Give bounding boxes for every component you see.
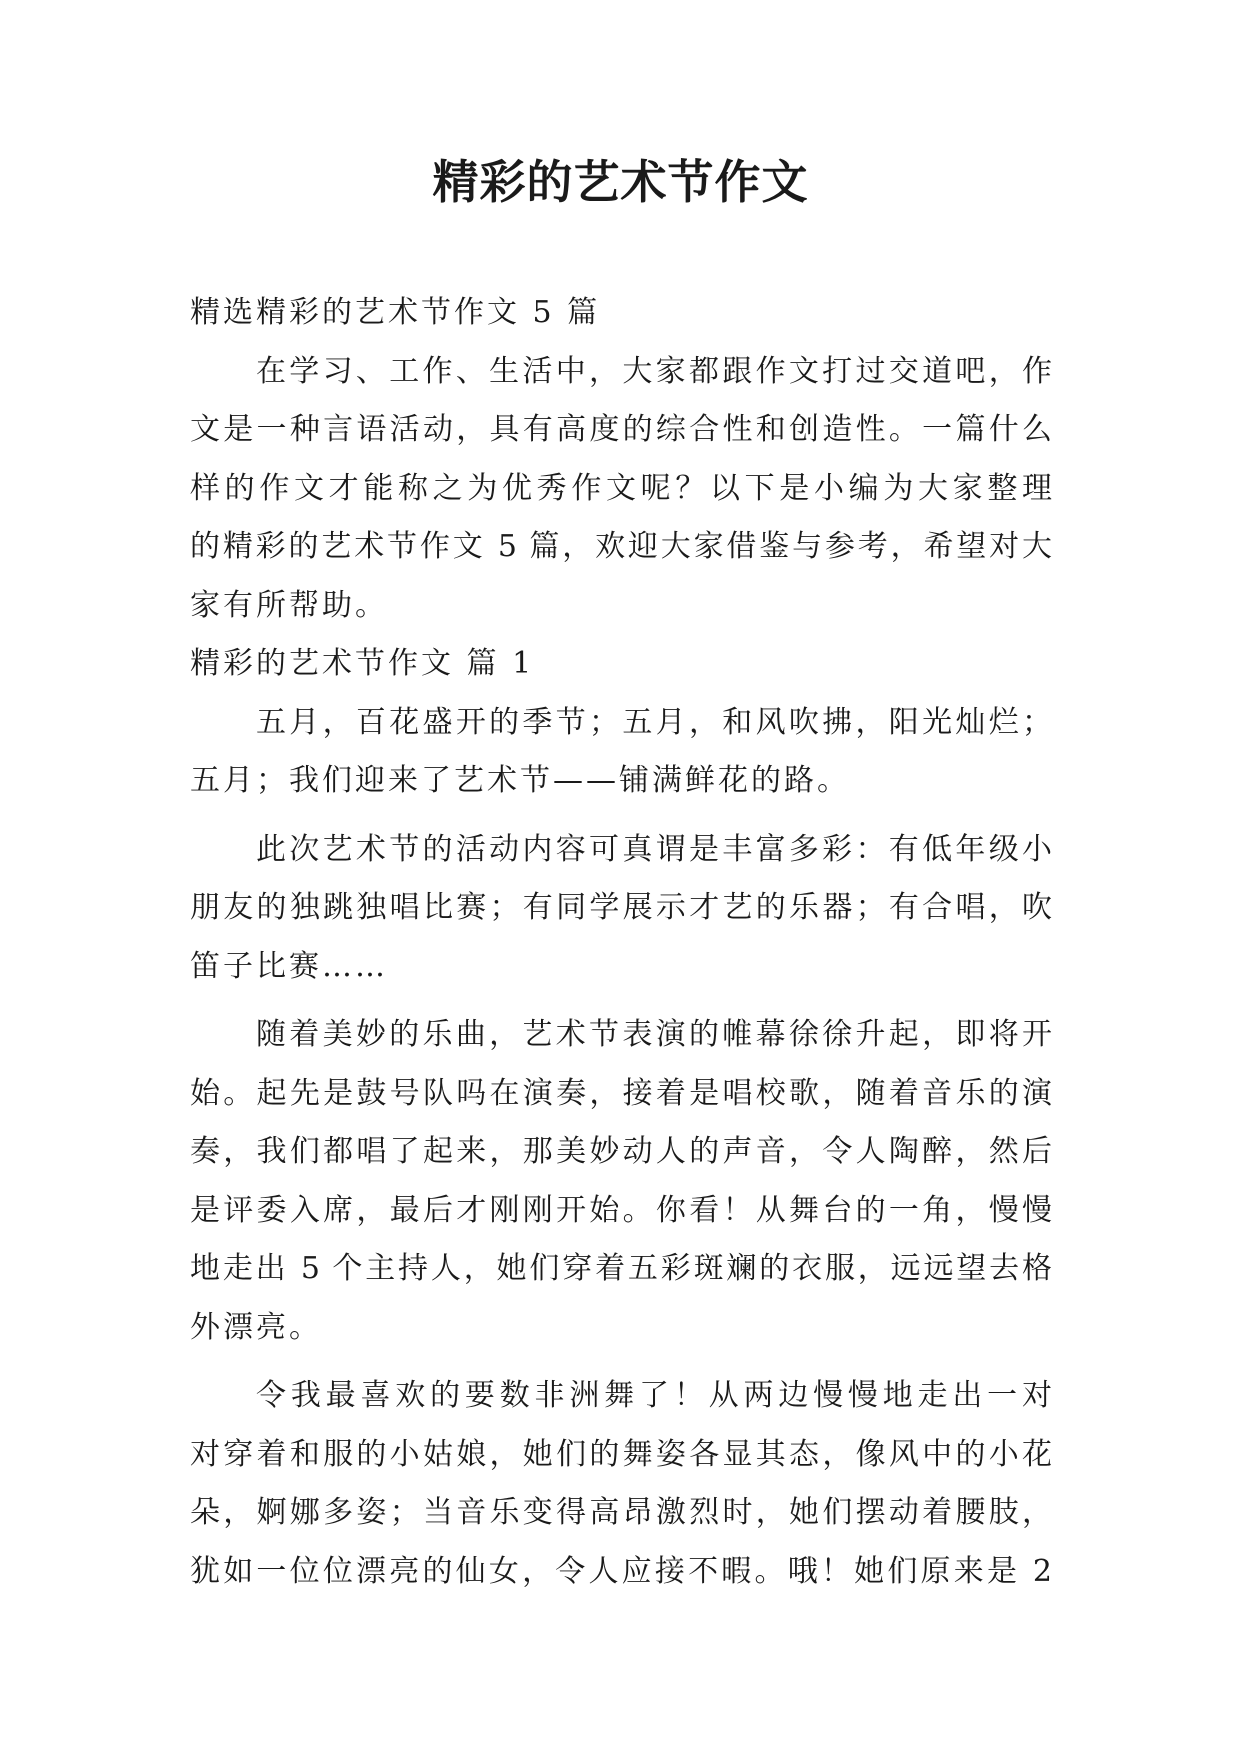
paragraph-line: 对穿着和服的小姑娘，她们的舞姿各显其态，像风中的小花	[190, 1436, 1052, 1472]
paragraph-2	[190, 821, 1052, 997]
subtitle-line: 精选精彩的艺术节作文 5 篇	[190, 295, 601, 330]
paragraph-line: 地走出 5 个主持人，她们穿着五彩斑斓的衣服，远远望去格	[190, 1251, 1052, 1286]
paragraph-line: 样的作文才能称之为优秀作文呢？以下是小编为大家整理	[190, 470, 1052, 506]
paragraph-line: 随着美妙的乐曲，艺术节表演的帷幕徐徐升起，即将开	[256, 1017, 1052, 1052]
section-heading: 精彩的艺术节作文 篇 1	[190, 646, 535, 681]
document-title: 精彩的艺术节作文	[432, 155, 809, 209]
document-body	[190, 284, 1052, 1601]
paragraph-line: 在学习、工作、生活中，大家都跟作文打过交道吧，作	[256, 353, 1052, 389]
paragraph-line: 是评委入席，最后才刚刚开始。你看！从舞台的一角，慢慢	[190, 1192, 1052, 1228]
paragraph-line: 始。起先是鼓号队吗在演奏，接着是唱校歌，随着音乐的演	[190, 1075, 1052, 1111]
paragraph-line: 家有所帮助。	[190, 587, 388, 623]
paragraph-line: 外漂亮。	[190, 1309, 322, 1345]
paragraph-line: 五月，百花盛开的季节；五月，和风吹拂，阳光灿烂；	[256, 704, 1052, 740]
paragraph-line: 笛子比赛……	[190, 948, 388, 984]
paragraph-line: 朵，婀娜多姿；当音乐变得高昂激烈时，她们摆动着腰肢，	[190, 1495, 1052, 1530]
paragraph-line: 文是一种言语活动，具有高度的综合性和创造性。一篇什么	[190, 412, 1052, 447]
paragraph-4	[190, 1367, 1052, 1601]
paragraph-3	[190, 1006, 1052, 1357]
paragraph-line: 朋友的独跳独唱比赛；有同学展示才艺的乐器；有合唱，吹	[190, 890, 1052, 925]
paragraph-line: 五月；我们迎来了艺术节——铺满鲜花的路。	[190, 763, 850, 798]
paragraph-line: 的精彩的艺术节作文 5 篇，欢迎大家借鉴与参考，希望对大	[190, 529, 1052, 564]
paragraph-line: 犹如一位位漂亮的仙女，令人应接不暇。哦！她们原来是 2	[190, 1553, 1052, 1589]
paragraph-line: 此次艺术节的活动内容可真谓是丰富多彩：有低年级小	[256, 831, 1052, 867]
paragraph-1	[190, 694, 1052, 811]
paragraph-line: 奏，我们都唱了起来，那美妙动人的声音，令人陶醉，然后	[190, 1134, 1052, 1169]
intro-paragraph	[190, 343, 1052, 636]
paragraph-line: 令我最喜欢的要数非洲舞了！从两边慢慢地走出一对	[256, 1378, 1052, 1413]
